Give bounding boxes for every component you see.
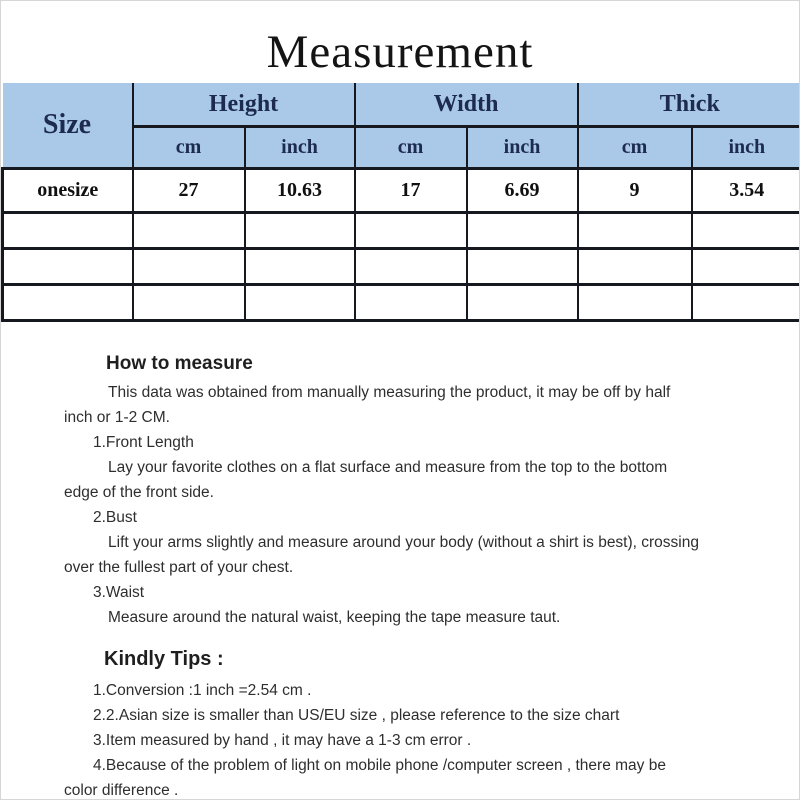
empty-cell <box>133 249 245 285</box>
empty-cell <box>355 213 467 249</box>
table-header-groups <box>3 83 800 127</box>
step-text-front-length: Lay your favorite clothes on a flat surface and measure from the top to the bottom edge of the front side. <box>64 459 668 502</box>
unit-header-width-inch: inch <box>467 127 578 169</box>
table-row-empty <box>3 213 800 249</box>
unit-header-thick-inch: inch <box>692 127 800 169</box>
how-to-measure-intro: This data was obtained from manually measuring the product, it may be off by half inch or 1-2 CM. <box>64 384 671 427</box>
tip-hand-measure: 3.Item measured by hand , it may have a 1-3 cm error . <box>93 732 472 750</box>
empty-cell <box>3 285 133 321</box>
unit-header-thick-cm: cm <box>578 127 692 169</box>
unit-header-height-cm: cm <box>133 127 245 169</box>
measurement-table <box>1 83 800 322</box>
cell-height-inch: 10.63 <box>245 169 355 213</box>
empty-cell <box>3 213 133 249</box>
tip-conversion: 1.Conversion :1 inch =2.54 cm . <box>93 682 312 700</box>
step-label-bust: 2.Bust <box>93 509 137 527</box>
step-label-front-length: 1.Front Length <box>93 434 194 452</box>
unit-header-width-cm: cm <box>355 127 467 169</box>
empty-cell <box>578 213 692 249</box>
col-header-width: Width <box>355 83 578 127</box>
tip-asian-size: 2.2.Asian size is smaller than US/EU size , please reference to the size chart <box>93 707 620 725</box>
step-text-bust: Lift your arms slightly and measure around your body (without a shirt is best), crossing over the fullest part of your chest. <box>64 534 699 577</box>
step-label-waist: 3.Waist <box>93 584 145 602</box>
table-row-onesize <box>3 169 800 213</box>
empty-cell <box>355 285 467 321</box>
empty-cell <box>578 249 692 285</box>
empty-cell <box>133 213 245 249</box>
empty-cell <box>692 285 800 321</box>
empty-cell <box>245 285 355 321</box>
unit-header-height-inch: inch <box>245 127 355 169</box>
empty-cell <box>467 249 578 285</box>
how-to-measure-heading: How to measure <box>106 353 253 375</box>
empty-cell <box>133 285 245 321</box>
empty-cell <box>467 213 578 249</box>
table-row-empty <box>3 285 800 321</box>
step-text-waist: Measure around the natural waist, keeping the tape measure taut. <box>108 609 561 627</box>
cell-size: onesize <box>3 169 133 213</box>
empty-cell <box>692 249 800 285</box>
empty-cell <box>245 249 355 285</box>
cell-width-cm: 17 <box>355 169 467 213</box>
cell-width-inch: 6.69 <box>467 169 578 213</box>
tip-color-difference: 4.Because of the problem of light on mobile phone /computer screen , there may be color difference . <box>64 757 666 800</box>
col-header-size: Size <box>3 83 133 169</box>
empty-cell <box>245 213 355 249</box>
cell-height-cm: 27 <box>133 169 245 213</box>
empty-cell <box>692 213 800 249</box>
page-title: Measurement <box>266 26 534 78</box>
col-header-thick: Thick <box>578 83 800 127</box>
empty-cell <box>578 285 692 321</box>
how-to-measure-section <box>64 351 702 800</box>
col-header-height: Height <box>133 83 355 127</box>
empty-cell <box>467 285 578 321</box>
empty-cell <box>3 249 133 285</box>
empty-cell <box>355 249 467 285</box>
kindly-tips-heading: Kindly Tips : <box>104 648 224 671</box>
cell-thick-inch: 3.54 <box>692 169 800 213</box>
cell-thick-cm: 9 <box>578 169 692 213</box>
table-row-empty <box>3 249 800 285</box>
